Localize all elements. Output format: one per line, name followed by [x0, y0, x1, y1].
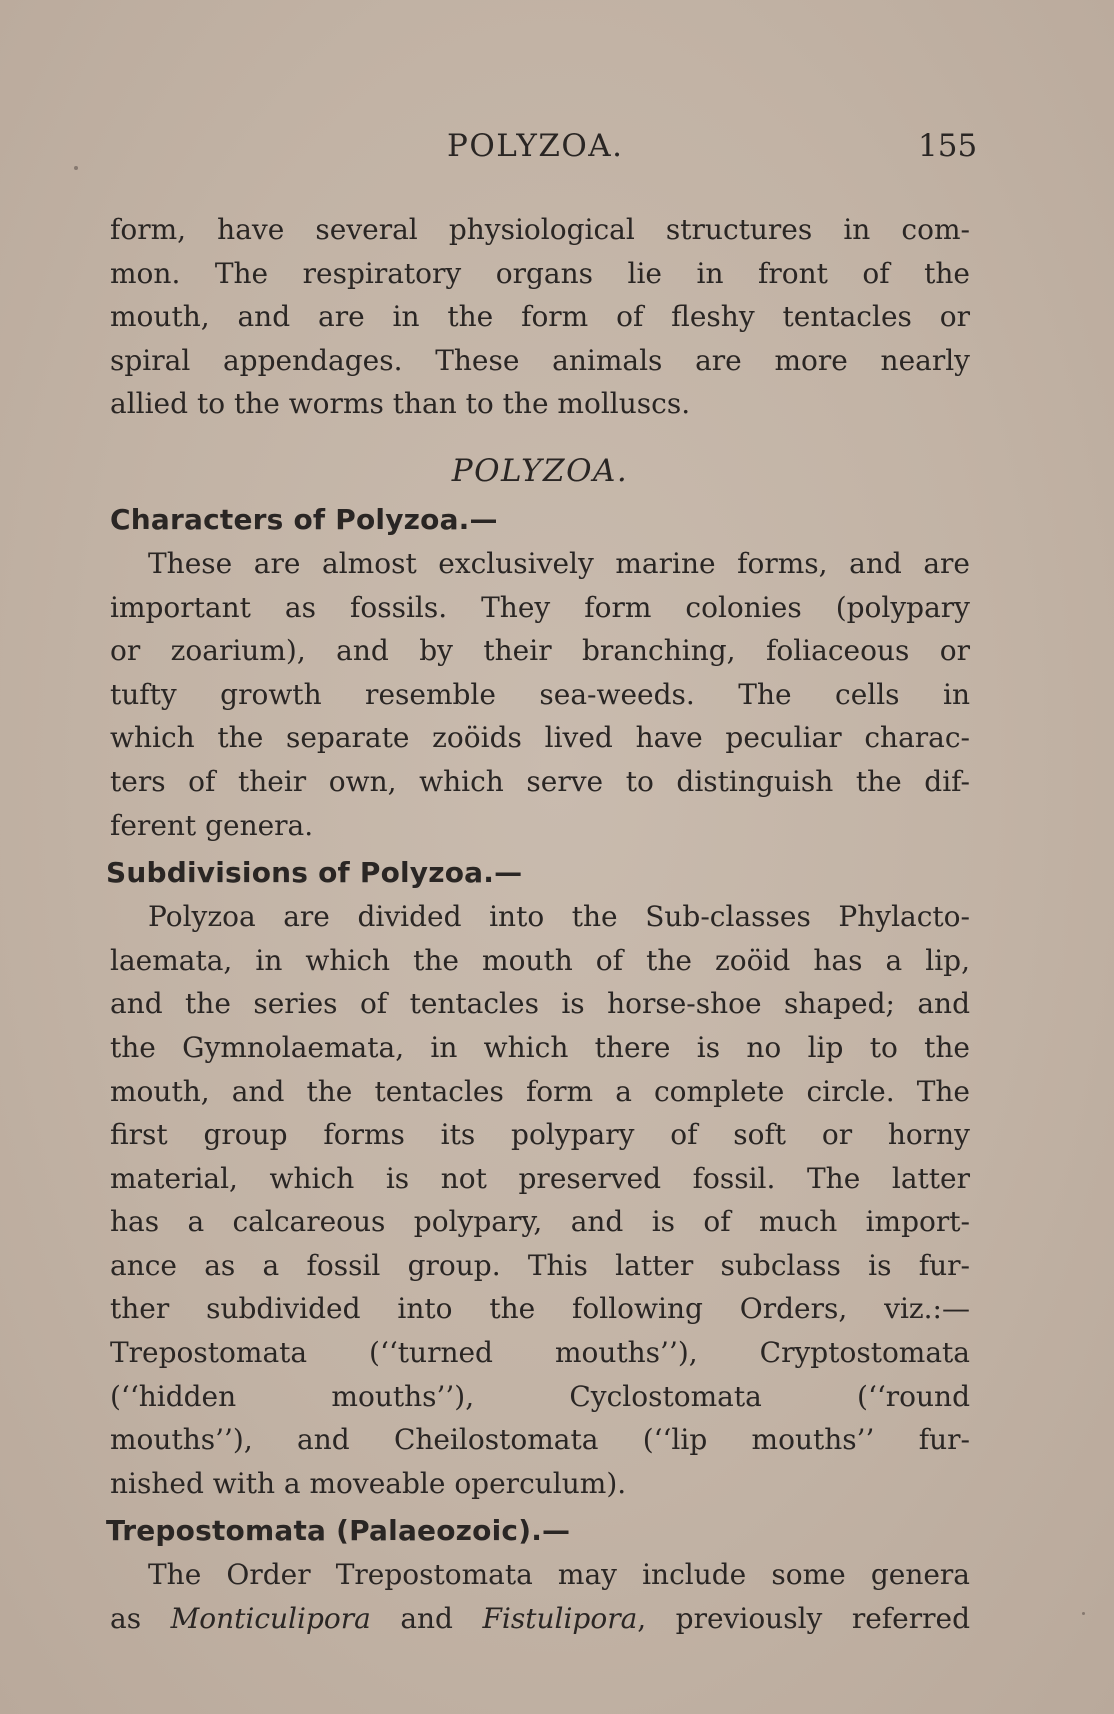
text-line: important as fossils. They form colonies (polypary	[110, 590, 970, 624]
text-line: ther subdivided into the following Orders, viz.:—	[110, 1292, 970, 1326]
subdivisions-paragraph	[110, 895, 970, 1505]
heading-characters: Characters of Polyzoa.—	[110, 502, 498, 536]
text-line: which the separate zoöids lived have peculiar charac-	[110, 721, 970, 755]
text-line	[110, 1597, 970, 1641]
intro-paragraph	[110, 208, 970, 426]
text-line: Trepostomata (‘‘turned mouths’’), Cryptostomata	[110, 1336, 970, 1370]
paper-speck	[1082, 1612, 1085, 1615]
text-line: The Order Trepostomata may include some genera	[148, 1558, 970, 1592]
text-line: nished with a moveable operculum).	[110, 1466, 627, 1500]
text-line: material, which is not preserved fossil. The latter	[110, 1161, 970, 1195]
page-number: 155	[918, 128, 978, 164]
text-line: laemata, in which the mouth of the zoöid has a lip,	[110, 943, 970, 977]
trepostomata-paragraph	[110, 1553, 970, 1640]
text-fragment: , previously referred	[637, 1602, 971, 1636]
text-fragment: as	[110, 1602, 171, 1636]
characters-paragraph	[110, 542, 970, 847]
text-line: mouth, and the tentacles form a complete circle. The	[110, 1074, 970, 1108]
running-title: POLYZOA.	[447, 128, 624, 164]
text-line: ance as a fossil group. This latter subclass is fur-	[110, 1248, 970, 1282]
body-text	[106, 208, 971, 1641]
genus-fistulipora: Fistulipora	[482, 1602, 638, 1636]
genus-monticulipora: Monticulipora	[170, 1602, 371, 1636]
text-line: has a calcareous polypary, and is of much import-	[110, 1205, 970, 1239]
running-head	[0, 128, 1114, 172]
text-line: tufty growth resemble sea-weeds. The cells in	[110, 677, 970, 711]
text-line: ters of their own, which serve to distinguish the dif-	[110, 764, 970, 798]
text-line: These are almost exclusively marine forms, and are	[148, 546, 970, 580]
text-line: spiral appendages. These animals are more nearly	[110, 343, 970, 377]
section-title: POLYZOA.	[451, 452, 629, 489]
heading-trepostomata: Trepostomata (Palaeozoic).—	[106, 1514, 571, 1548]
text-line: allied to the worms than to the molluscs.	[110, 387, 691, 421]
text-line: mon. The respiratory organs lie in front of the	[110, 256, 970, 290]
heading-subdivisions: Subdivisions of Polyzoa.—	[106, 856, 523, 890]
text-line: (‘‘hidden mouths’’), Cyclostomata (‘‘round	[110, 1379, 970, 1413]
text-fragment: and	[370, 1602, 483, 1636]
text-line: form, have several physiological structures in com-	[110, 213, 970, 246]
text-line: mouth, and are in the form of fleshy tentacles or	[110, 300, 970, 334]
text-line: and the series of tentacles is horse-shoe shaped; and	[110, 987, 970, 1021]
text-line: Polyzoa are divided into the Sub-classes Phylacto-	[148, 900, 970, 934]
text-line: first group forms its polypary of soft or horny	[110, 1118, 970, 1152]
text-line: the Gymnolaemata, in which there is no lip to the	[110, 1030, 970, 1064]
text-line: mouths’’), and Cheilostomata (‘‘lip mouths’’ fur-	[110, 1423, 970, 1457]
text-line: ferent genera.	[110, 808, 314, 842]
text-line: or zoarium), and by their branching, foliaceous or	[110, 634, 970, 668]
